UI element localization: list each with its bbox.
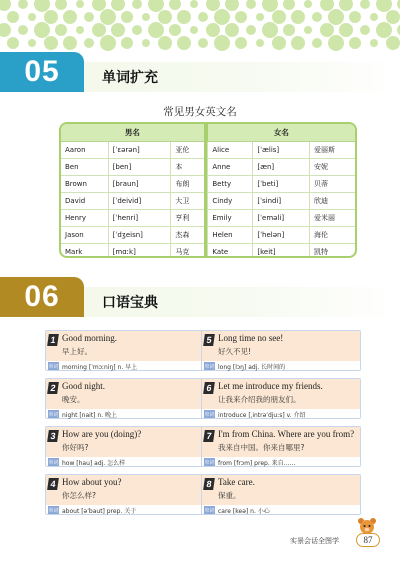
dot xyxy=(0,0,11,11)
vocab-row xyxy=(202,361,360,371)
chinese-cell: 本 xyxy=(171,158,204,175)
vocab-word: care [keə] n. 小心 xyxy=(218,507,270,515)
names-table xyxy=(59,122,357,258)
phrase-number: 1 xyxy=(47,334,59,346)
vocab-word: how [hau] adj. 怎么样 xyxy=(62,459,126,467)
phrase-card xyxy=(201,426,361,467)
dot xyxy=(291,36,305,50)
dot xyxy=(132,25,142,35)
chinese-cell: 爱丽斯 xyxy=(310,141,355,158)
dot xyxy=(349,37,361,49)
section-number: 05 xyxy=(0,52,84,92)
phonetic-cell: [æn] xyxy=(253,158,310,175)
dot xyxy=(148,0,164,12)
dot xyxy=(291,10,305,24)
vocab-word: long [lɔŋ] adj. 长时间的 xyxy=(218,363,286,371)
chinese-translation: 你怎么样? xyxy=(62,491,96,500)
phrase-number: 5 xyxy=(203,334,215,346)
dot xyxy=(206,23,220,37)
vocab-tag: 单词 xyxy=(204,507,215,514)
dot xyxy=(360,0,370,9)
phrase-number: 7 xyxy=(203,430,215,442)
dot xyxy=(121,37,133,49)
dot xyxy=(84,38,94,48)
dot xyxy=(320,23,334,37)
dot xyxy=(177,36,191,50)
chinese-cell: 布朗 xyxy=(171,175,204,192)
name-cell: Anne xyxy=(208,158,253,175)
dot xyxy=(376,22,392,38)
phonetic-cell: [ben] xyxy=(108,158,171,175)
vocab-tag: 单词 xyxy=(48,411,59,418)
phrase-number: 6 xyxy=(203,382,215,394)
dot xyxy=(111,23,125,37)
dot xyxy=(121,11,133,23)
table-row xyxy=(61,226,355,243)
dot xyxy=(304,26,312,34)
dot-pattern-banner xyxy=(0,0,400,52)
phonetic-cell: [ˈbeti] xyxy=(253,175,310,192)
dot xyxy=(225,23,239,37)
dot xyxy=(262,22,278,38)
chinese-translation: 让我来介绍我的朋友们。 xyxy=(218,395,301,404)
dot xyxy=(206,0,220,11)
dot xyxy=(34,22,50,38)
dot xyxy=(76,0,84,8)
chinese-cell: 杰森 xyxy=(171,226,204,243)
english-phrase: Good night. xyxy=(62,381,106,391)
name-cell: Aaron xyxy=(61,141,108,158)
chinese-translation: 好久不见! xyxy=(218,347,252,356)
phonetic-cell: [keit] xyxy=(253,243,310,258)
chinese-cell: 海伦 xyxy=(310,226,355,243)
name-cell: Helen xyxy=(208,226,253,243)
name-cell: Betty xyxy=(208,175,253,192)
dot xyxy=(312,12,322,22)
dot xyxy=(320,0,334,11)
chinese-cell: 凯特 xyxy=(310,243,355,258)
dot xyxy=(190,26,198,34)
phrase-card xyxy=(201,378,361,419)
dot xyxy=(55,24,67,36)
english-phrase: Good morning. xyxy=(62,333,117,343)
vocab-row xyxy=(202,409,360,419)
vocab-row xyxy=(202,505,360,515)
dot xyxy=(44,10,58,24)
dot xyxy=(272,10,286,24)
vocab-word: from [frɔm] prep. 来自…… xyxy=(218,459,296,467)
dot xyxy=(63,36,77,50)
dot xyxy=(235,37,247,49)
dot xyxy=(84,12,94,22)
name-cell: Cindy xyxy=(208,192,253,209)
vocab-word: morning [ˈmɔːniŋ] n. 早上 xyxy=(62,363,138,371)
dot xyxy=(55,0,67,10)
vocab-tag: 单词 xyxy=(204,411,215,418)
book-title-footer: 实景会话全图学 xyxy=(290,537,339,545)
vocab-row xyxy=(202,457,360,467)
english-phrase: Let me introduce my friends. xyxy=(218,381,323,391)
phonetic-cell: [ˈdeivid] xyxy=(108,192,171,209)
dot xyxy=(312,38,322,48)
vocab-tag: 单词 xyxy=(48,507,59,514)
vocab-word: introduce [ˌintrəˈdjuːs] v. 介绍 xyxy=(218,411,306,419)
dot xyxy=(328,35,344,51)
vocab-tag: 单词 xyxy=(204,459,215,466)
dot xyxy=(339,23,353,37)
table-row xyxy=(61,158,355,175)
chinese-translation: 我来自中国。你来自哪里? xyxy=(218,443,305,452)
name-cell: Emily xyxy=(208,209,253,226)
dot xyxy=(148,22,164,38)
chinese-cell: 贝蒂 xyxy=(310,175,355,192)
dot xyxy=(304,0,312,8)
dot xyxy=(111,0,125,11)
dot xyxy=(246,0,256,9)
chinese-cell: 大卫 xyxy=(171,192,204,209)
table-row xyxy=(61,243,355,258)
dot xyxy=(34,0,50,12)
dot xyxy=(169,0,181,10)
name-cell: Alice xyxy=(208,141,253,158)
dot xyxy=(44,36,58,50)
english-phrase: Take care. xyxy=(218,477,255,487)
dot xyxy=(177,10,191,24)
dot xyxy=(132,0,142,9)
phrase-number: 2 xyxy=(47,382,59,394)
dot xyxy=(18,25,28,35)
name-cell: Brown xyxy=(61,175,108,192)
phonetic-cell: [ˈeməli] xyxy=(253,209,310,226)
chinese-translation: 早上好。 xyxy=(62,347,92,356)
dot xyxy=(7,11,19,23)
name-cell: Jason xyxy=(61,226,108,243)
table-row xyxy=(61,141,355,158)
phrase-card xyxy=(45,330,205,371)
dot xyxy=(158,36,172,50)
english-phrase: How are you (doing)? xyxy=(62,429,142,439)
vocab-tag: 单词 xyxy=(48,363,59,370)
phonetic-cell: [ˈdʒeisn] xyxy=(108,226,171,243)
english-phrase: Long time no see! xyxy=(218,333,284,343)
dot xyxy=(158,10,172,24)
dot xyxy=(214,9,230,25)
dot xyxy=(28,13,36,21)
dot xyxy=(272,36,286,50)
dot xyxy=(76,26,84,34)
name-cell: Henry xyxy=(61,209,108,226)
male-header: 男名 xyxy=(61,124,204,141)
dot xyxy=(283,0,295,10)
phrase-number: 8 xyxy=(203,478,215,490)
name-cell: Kate xyxy=(208,243,253,258)
dot xyxy=(198,12,208,22)
dot xyxy=(370,39,378,47)
dot xyxy=(198,38,208,48)
dot xyxy=(386,36,400,50)
dot xyxy=(246,25,256,35)
dot xyxy=(142,13,150,21)
phrase-card xyxy=(201,474,361,515)
section-title: 单词扩充 xyxy=(102,70,158,86)
dot xyxy=(7,37,19,49)
dot xyxy=(63,10,77,24)
dot xyxy=(92,23,106,37)
table-subtitle: 常见男女英文名 xyxy=(163,106,237,118)
section-header-05 xyxy=(0,55,400,92)
phrase-card xyxy=(45,378,205,419)
dot xyxy=(18,0,28,9)
vocab-word: night [nait] n. 晚上 xyxy=(62,411,118,419)
dot xyxy=(92,0,106,11)
table-row xyxy=(61,209,355,226)
vocab-tag: 单词 xyxy=(204,363,215,370)
section-header-06 xyxy=(0,280,400,317)
dot xyxy=(376,0,392,12)
dot xyxy=(100,35,116,51)
phonetic-cell: [ˈsindi] xyxy=(253,192,310,209)
chinese-translation: 保重。 xyxy=(218,491,241,500)
dot xyxy=(225,0,239,11)
name-cell: David xyxy=(61,192,108,209)
dot xyxy=(235,11,247,23)
chinese-cell: 欣迪 xyxy=(310,192,355,209)
chinese-cell: 亨利 xyxy=(171,209,204,226)
section-title: 口语宝典 xyxy=(102,295,158,311)
phrase-number: 4 xyxy=(47,478,59,490)
vocab-row xyxy=(46,505,204,515)
english-phrase: I'm from China. Where are you from? xyxy=(218,429,355,439)
dot xyxy=(100,9,116,25)
dot xyxy=(283,24,295,36)
phonetic-cell: [ˈɛərən] xyxy=(108,141,171,158)
english-phrase: How about you? xyxy=(62,477,122,487)
chinese-cell: 亚伦 xyxy=(171,141,204,158)
vocab-tag: 单词 xyxy=(48,459,59,466)
phrase-number: 3 xyxy=(47,430,59,442)
phonetic-cell: [ˈhenri] xyxy=(108,209,171,226)
phonetic-cell: [ˈælis] xyxy=(253,141,310,158)
dot-pattern xyxy=(0,0,400,52)
phrase-card xyxy=(201,330,361,371)
vocab-row xyxy=(46,409,204,419)
vocab-word: about [əˈbaut] prep. 关于 xyxy=(62,507,137,515)
name-cell: Mark xyxy=(61,243,108,258)
dot xyxy=(142,39,150,47)
chinese-cell: 马克 xyxy=(171,243,204,258)
phrase-card xyxy=(45,426,205,467)
chinese-translation: 晚安。 xyxy=(62,395,85,404)
dot xyxy=(386,10,400,24)
dot xyxy=(214,35,230,51)
dot xyxy=(0,23,11,37)
vocab-row xyxy=(46,361,204,371)
table-row xyxy=(61,175,355,192)
chinese-cell: 安妮 xyxy=(310,158,355,175)
phonetic-cell: [ˈhelən] xyxy=(253,226,310,243)
dot xyxy=(256,39,264,47)
phonetic-cell: [braun] xyxy=(108,175,171,192)
phonetic-cell: [mɑːk] xyxy=(108,243,171,258)
female-header: 女名 xyxy=(208,124,355,141)
chinese-translation: 你好吗? xyxy=(62,443,89,452)
table-row xyxy=(61,192,355,209)
dot xyxy=(349,11,361,23)
dot xyxy=(169,24,181,36)
chinese-cell: 爱米丽 xyxy=(310,209,355,226)
dot xyxy=(28,39,36,47)
dot xyxy=(328,9,344,25)
section-number: 06 xyxy=(0,277,84,317)
dot xyxy=(262,0,278,12)
dot xyxy=(190,0,198,8)
name-cell: Ben xyxy=(61,158,108,175)
page-number: 87 xyxy=(356,533,380,547)
dot xyxy=(360,25,370,35)
dot xyxy=(256,13,264,21)
phrase-card xyxy=(45,474,205,515)
vocab-row xyxy=(46,457,204,467)
dot xyxy=(339,0,353,11)
dot xyxy=(370,13,378,21)
